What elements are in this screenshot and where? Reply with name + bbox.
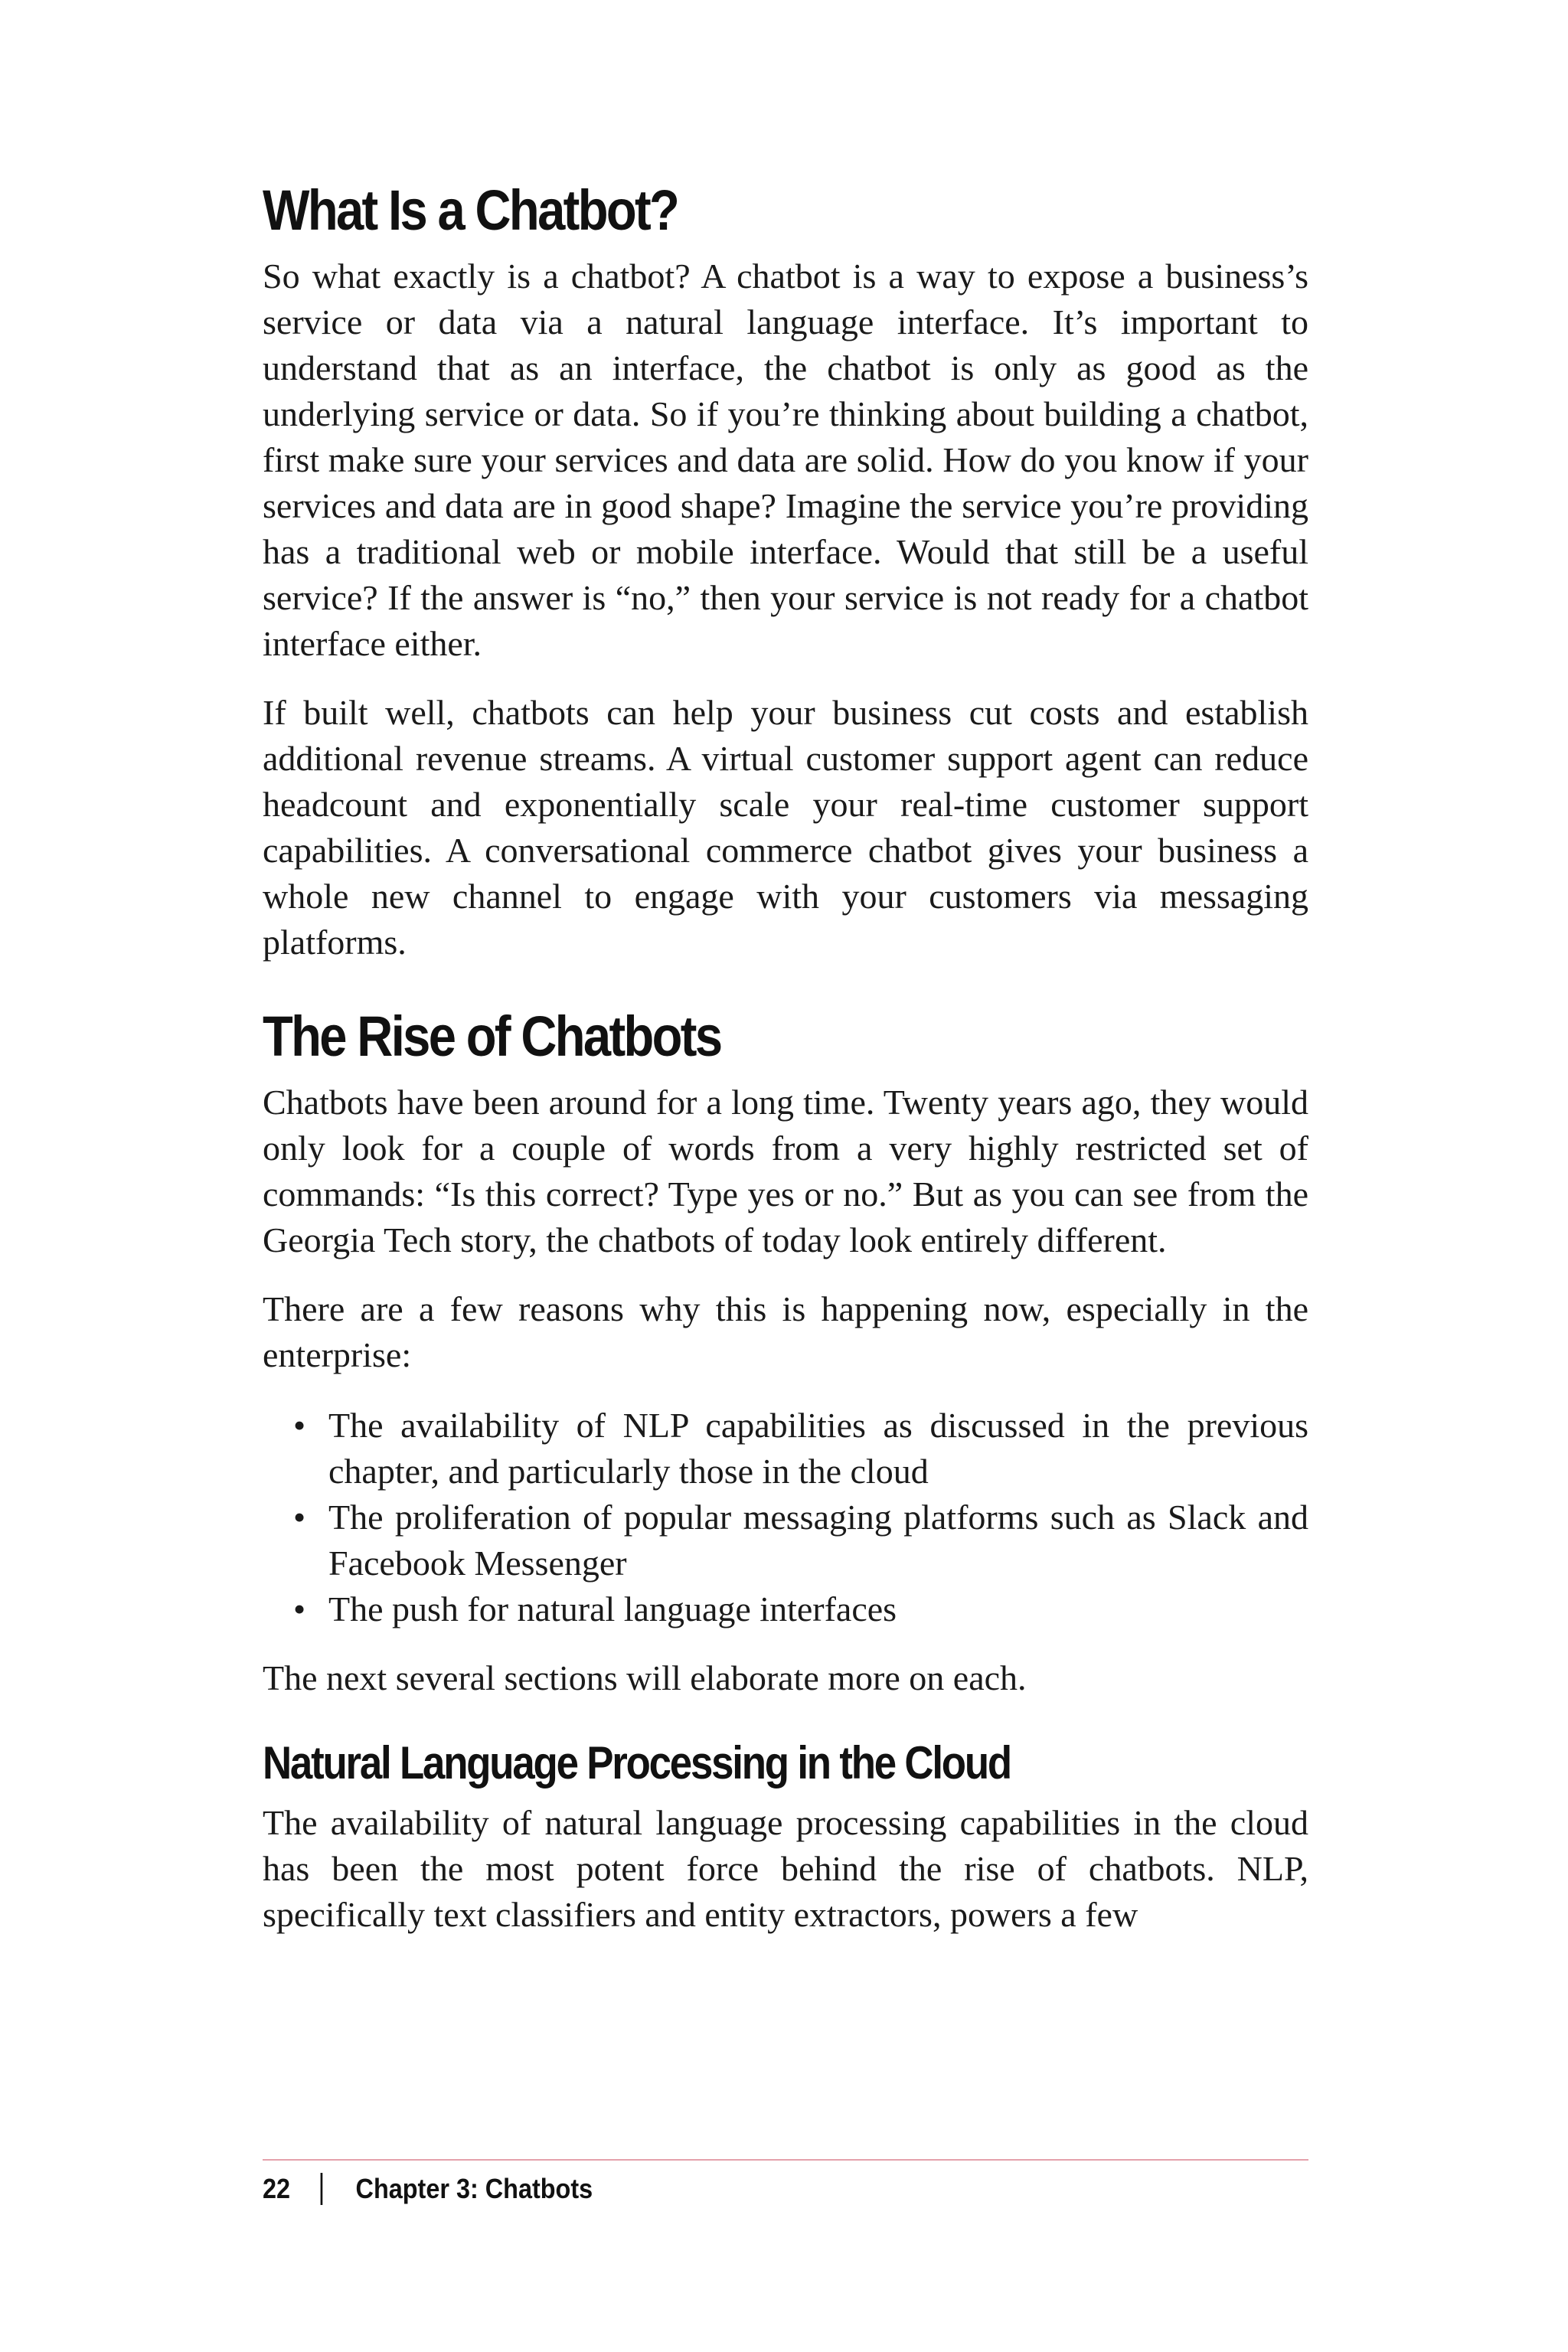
section-heading-what-is-a-chatbot: What Is a Chatbot? bbox=[263, 178, 678, 242]
bullet-icon: • bbox=[293, 1589, 306, 1629]
footer-separator bbox=[321, 2173, 323, 2205]
section-heading-rise-of-chatbots: The Rise of Chatbots bbox=[263, 1004, 721, 1069]
bullet-item bbox=[263, 1403, 1308, 1494]
bullet-item bbox=[263, 1586, 1308, 1632]
subsection-heading-nlp-in-cloud: Natural Language Processing in the Cloud bbox=[263, 1737, 1011, 1789]
paragraph: The availability of natural language processing capabilities in the cloud has been the most potent force behind the rise of chatbots. NLP, specifically text classifiers and entity extractors, powers a few bbox=[263, 1803, 1308, 1935]
chapter-title: Chapter 3: Chatbots bbox=[355, 2173, 593, 2204]
footer-text bbox=[263, 2173, 1204, 2205]
bullet-text: The push for natural language interfaces bbox=[328, 1589, 897, 1629]
bullet-item bbox=[263, 1494, 1308, 1586]
paragraph: Chatbots have been around for a long time. Twenty years ago, they would only look for a couple of words from a very highly restricted set of commands: “Is this correct? Type yes or no.” But as you can see from the Georgia Tech story, the chatbots of today look entirely different. bbox=[263, 1083, 1308, 1260]
page-footer bbox=[263, 2159, 1308, 2205]
bullet-list bbox=[263, 1403, 1308, 1632]
page-number: 22 bbox=[263, 2173, 291, 2204]
bullet-icon: • bbox=[293, 1498, 306, 1537]
page-content bbox=[263, 178, 1308, 1938]
bullet-icon: • bbox=[293, 1406, 306, 1446]
paragraph: The next several sections will elaborate more on each. bbox=[263, 1658, 1027, 1698]
footer-rule bbox=[263, 2159, 1308, 2161]
paragraph: If built well, chatbots can help your business cut costs and establish additional revenue streams. A virtual customer support agent can reduce headcount and exponentially scale your real-time customer support capabilities. A conversational commerce chatbot gives your business a whole new channel to engage with your customers via messaging platforms. bbox=[263, 693, 1308, 962]
paragraph: So what exactly is a chatbot? A chatbot is a way to expose a business’s service or data via a natural language interface. It’s important to understand that as an interface, the chatbot is only as good as the underlying service or data. So if you’re thinking about building a chatbot, first make sure your services and data are solid. How do you know if your services and data are in good shape? Imagine the service you’re providing has a traditional web or mobile interface. Would that still be a useful service? If the answer is “no,” then your service is not ready for a chatbot interface either. bbox=[263, 256, 1308, 664]
bullet-text: The availability of NLP capabilities as discussed in the previous chapter, and particularly those in the cloud bbox=[328, 1406, 1308, 1491]
bullet-text: The proliferation of popular messaging platforms such as Slack and Facebook Messenger bbox=[328, 1498, 1308, 1583]
paragraph: There are a few reasons why this is happening now, especially in the enterprise: bbox=[263, 1289, 1308, 1375]
